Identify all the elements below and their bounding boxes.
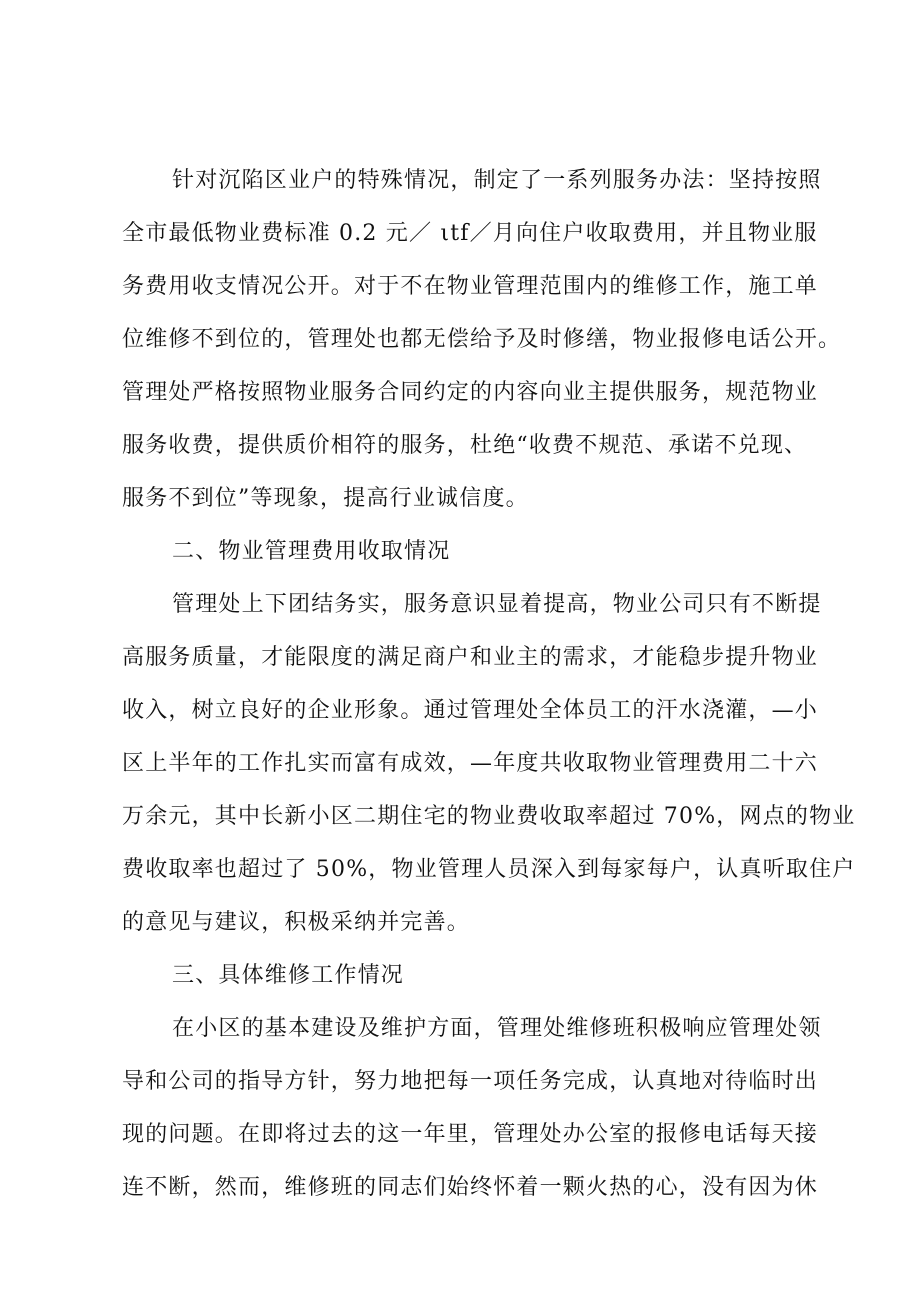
paragraph-line: 的意见与建议，积极采纳并完善。 [122,910,471,935]
paragraph-line: 导和公司的指导方针，努力地把每一项任务完成，认真地对待临时出 [122,1069,819,1094]
paragraph-line: 务费用收支情况公开。对于不在物业管理范围内的维修工作，施工单 [122,274,819,299]
paragraph-line: 管理处上下团结务实，服务意识显着提高，物业公司只有不断提 [172,592,822,617]
paragraph-line: 高服务质量，才能限度的满足商户和业主的需求，才能稳步提升物业 [122,645,819,670]
paragraph-line: 服务收费，提供质价相符的服务，杜绝“收费不规范、承诺不兑现、 [122,433,808,458]
paragraph-line: 区上半年的工作扎实而富有成效，—年度共收取物业管理费用二十六 [122,751,819,776]
paragraph-line: 费收取率也超过了 50%，物业管理人员深入到每家每户，认真听取住户 [122,857,856,882]
paragraph-line: 服务不到位”等现象，提高行业诚信度。 [122,486,529,511]
paragraph-line: 管理处严格按照物业服务合同约定的内容向业主提供服务，规范物业 [122,380,819,405]
paragraph-line: 连不断，然而，维修班的同志们始终怀着一颗火热的心，没有因为休 [122,1175,819,1200]
paragraph-line: 全市最低物业费标准 0.2 元／ ιtf／月向住户收取费用，并且物业服 [122,221,818,246]
paragraph-line: 位维修不到位的，管理处也都无偿给予及时修缮，物业报修电话公开。 [122,327,842,352]
section-heading: 二、物业管理费用收取情况 [172,539,451,564]
paragraph-line: 万余元，其中长新小区二期住宅的物业费收取率超过 70%，网点的物业 [122,804,856,829]
section-heading: 三、具体维修工作情况 [172,963,405,988]
paragraph-line: 收入，树立良好的企业形象。通过管理处全体员工的汗水浇灌，—小 [122,698,819,723]
paragraph-line: 针对沉陷区业户的特殊情况，制定了一系列服务办法：坚持按照 [172,168,822,193]
paragraph-line: 在小区的基本建设及维护方面，管理处维修班积极响应管理处领 [172,1016,822,1041]
paragraph-line: 现的问题。在即将过去的这一年里，管理处办公室的报修电话每天接 [122,1122,819,1147]
